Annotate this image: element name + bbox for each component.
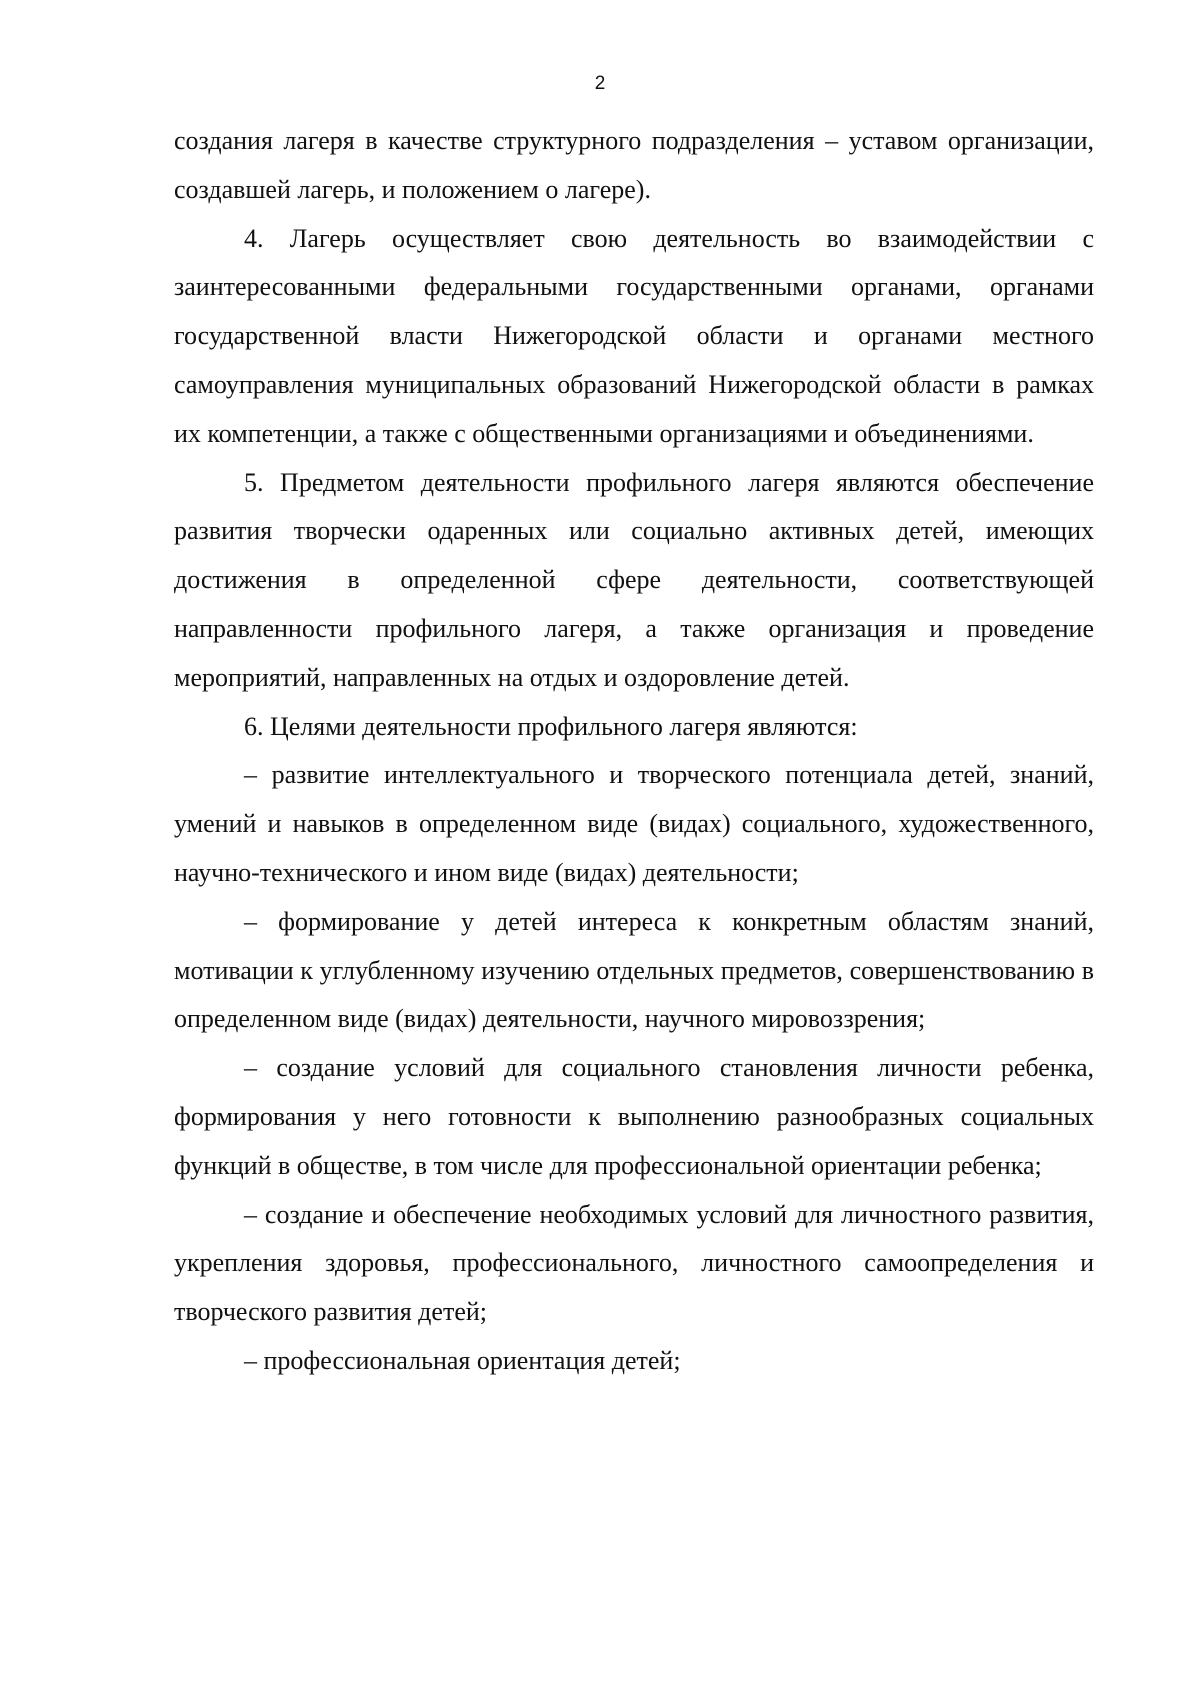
list-item-interest: – формирование у детей интереса к конкретным областям знаний, мотивации к углубленному изучению отдельных предметов, совершенствованию в определенном виде (видах) деятельности, научного мировоззрения;: [174, 906, 1094, 1034]
page-number: 2: [594, 73, 606, 94]
document-body: [174, 117, 1094, 1386]
paragraph-continuation: создания лагеря в качестве структурного подразделения – уставом организации, создавшей лагерь, и положением о лагере).: [174, 126, 1094, 204]
paragraph-item-5: 5. Предметом деятельности профильного лагеря являются обеспечение развития творчески одаренных или социально активных детей, имеющих достижения в определенной сфере деятельности, соответствующей направленности профильного лагеря, а также организация и проведение мероприятий, направленных на отдых и оздоровление детей.: [174, 467, 1094, 692]
list-item-personal-development: – создание и обеспечение необходимых условий для личностного развития, укрепления здоровья, профессионального, личностного самоопределения и творческого развития детей;: [174, 1199, 1094, 1327]
paragraph-item-4: 4. Лагерь осуществляет свою деятельность во взаимодействии с заинтересованными федеральными государственными органами, органами государственной власти Нижегородской области и органами местного самоуправления муниципальных образований Нижегородской области в рамках их компетенции, а также с общественными организациями и объединениями.: [174, 223, 1094, 448]
list-item-career-guidance: – профессиональная ориентация детей;: [244, 1345, 681, 1375]
paragraph-item-6: 6. Целями деятельности профильного лагеря являются:: [244, 711, 858, 741]
list-item-social-conditions: – создание условий для социального становления личности ребенка, формирования у него готовности к выполнению разнообразных социальных функций в обществе, в том числе для профессиональной ориентации ребенка;: [174, 1053, 1094, 1180]
list-item-development: – развитие интеллектуального и творческого потенциала детей, знаний, умений и навыков в определенном виде (видах) социального, художественного, научно-технического и ином виде (видах) деятельности;: [174, 760, 1094, 887]
